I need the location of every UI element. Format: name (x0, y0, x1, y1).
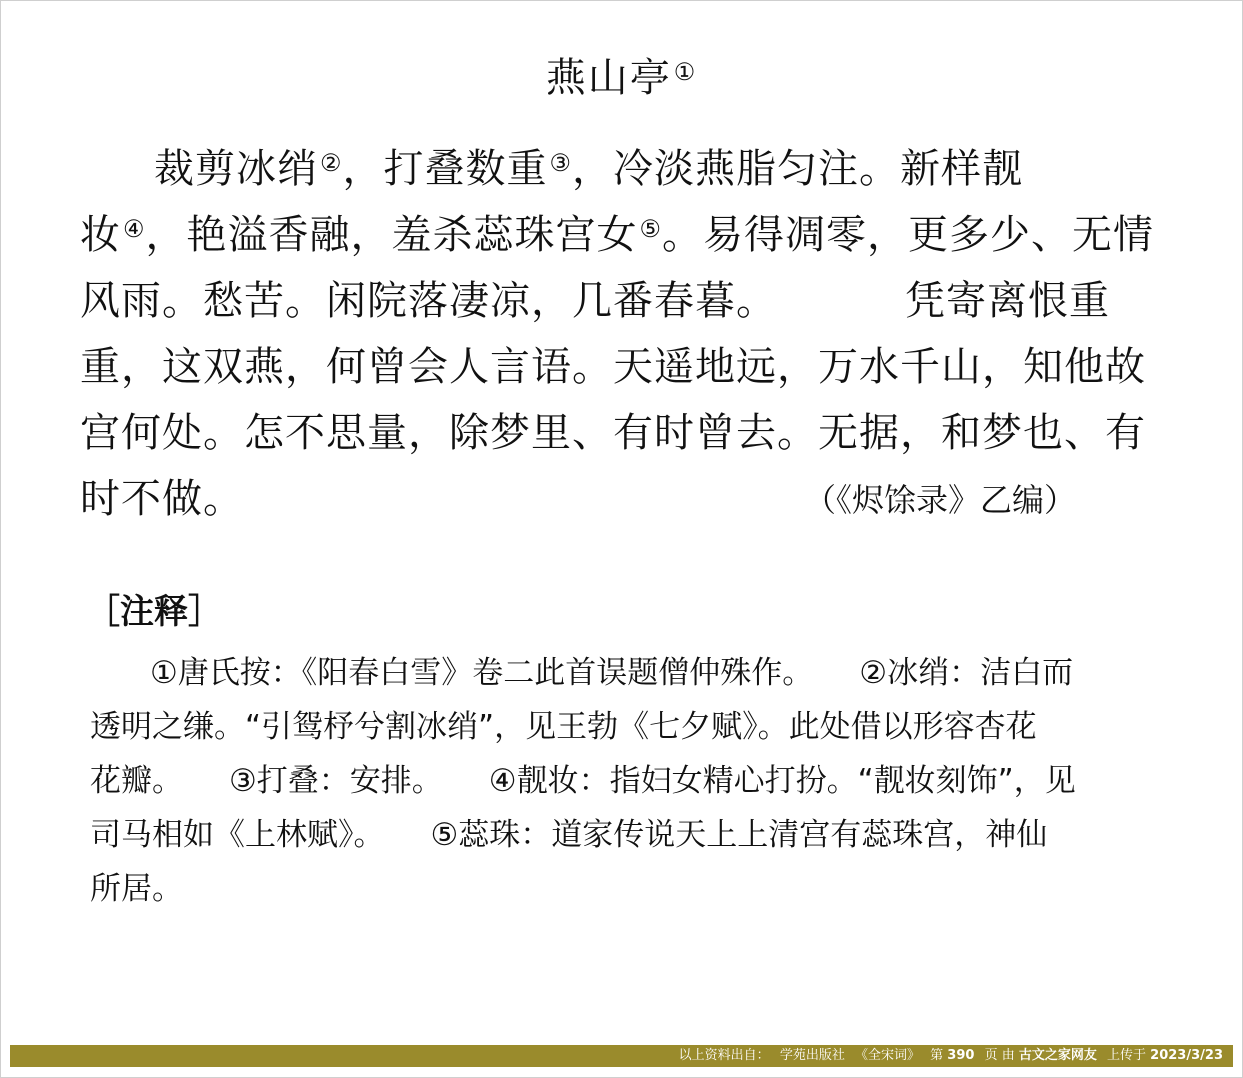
footer-prefix: 以上资料出自： (678, 1048, 770, 1063)
poem-text: 裁剪冰绡 (154, 146, 318, 192)
poem-text: 妆 (80, 212, 121, 258)
poem-line-2 (80, 202, 1170, 268)
note-mark: ③ (549, 149, 573, 177)
note-text: ②冰绡：洁白而 (859, 655, 1074, 691)
notes-body (90, 646, 1170, 916)
note-mark: ④ (123, 215, 146, 243)
poem-line-1 (80, 136, 1170, 202)
poem-text: 风雨。愁苦。闲院落凄凉，几番春暮。 (80, 278, 777, 324)
poem-text: ，打叠数重 (342, 146, 548, 192)
footer-page-unit: 页 由 (984, 1048, 1015, 1063)
poem-text: 凭寄离恨重 (905, 278, 1110, 324)
source-footer-bar (10, 1045, 1233, 1067)
note-text: ①唐氏按：《阳春白雪》卷二此首误题僧仲殊作。 (150, 655, 814, 691)
poem-text: ，艳溢香融，羞杀蕊珠宫女 (145, 212, 638, 258)
footer-page-number: 390 (947, 1048, 975, 1063)
title-note-mark: ① (673, 58, 698, 86)
footer-book: 《全宋词》 (854, 1048, 920, 1063)
poem-line-4: 重，这双燕，何曾会人言语。天遥地远，万水千山，知他故 (80, 344, 1146, 390)
footer-date: 2023/3/23 (1150, 1048, 1223, 1063)
note-text: ④靓妆：指妇女精心打扮。“靓妆刻饰”，见 (488, 763, 1076, 799)
note-line-1 (90, 646, 1170, 700)
poem-line-3 (80, 268, 1170, 334)
footer-page-label: 第 (930, 1048, 944, 1063)
note-line-3 (90, 754, 1170, 808)
footer-uploader: 古文之家网友 (1018, 1048, 1097, 1063)
note-text: ③打叠：安排。 (229, 763, 443, 799)
poem-body (80, 136, 1170, 532)
poem-text: ，冷淡燕脂匀注。新样靓 (572, 146, 1024, 192)
note-text: ⑤蕊珠：道家传说天上上清宫有蕊珠宫，神仙 (430, 817, 1048, 853)
footer-publisher: 学苑出版社 (779, 1048, 845, 1063)
poem-line-6: 时不做。 (80, 476, 244, 522)
source-citation: （《烬馀录》乙编） (804, 481, 1077, 519)
note-text: 花瓣。 (90, 763, 183, 799)
note-line-4 (90, 808, 1170, 862)
note-mark: ⑤ (639, 215, 663, 243)
note-mark: ② (320, 149, 343, 177)
footer-uploaded-label: 上传于 (1107, 1048, 1147, 1063)
notes-heading: ［注释］ (86, 592, 222, 632)
note-text: 司马相如《上林赋》。 (90, 817, 385, 853)
note-line-2: 透明之缣。“引鸳杼兮割冰绡”，见王勃《七夕赋》。此处借以形容杏花 (90, 709, 1037, 745)
page-title (0, 48, 1243, 108)
poem-text: 。易得凋零，更多少、无情 (662, 212, 1155, 258)
title-text: 燕山亭 (545, 55, 672, 101)
poem-line-5: 宫何处。怎不思量，除梦里、有时曾去。无据，和梦也、有 (80, 410, 1146, 456)
note-line-5: 所居。 (90, 871, 183, 907)
